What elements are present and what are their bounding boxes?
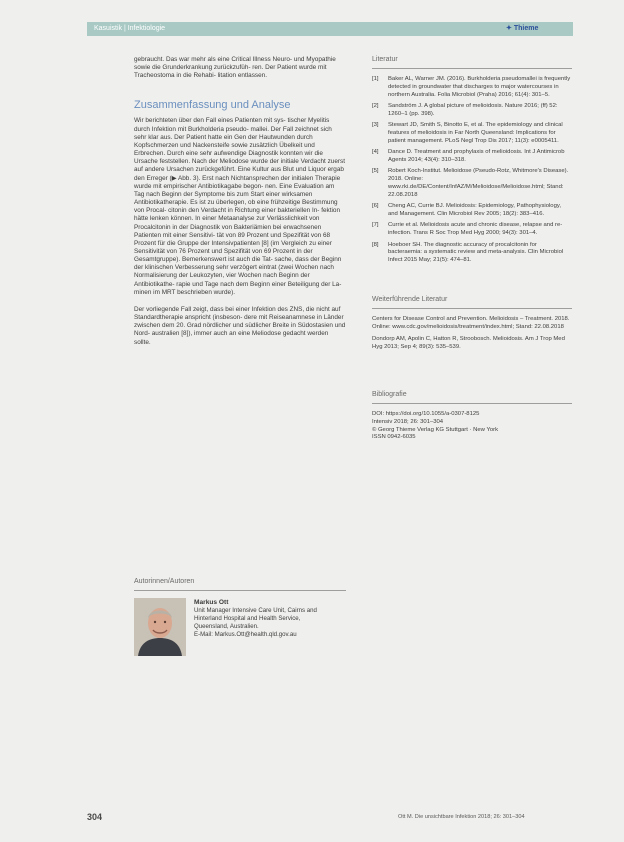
reference-number: [2] (372, 102, 379, 109)
reference-text: Cheng AC, Currie BJ. Melioidosis: Epidemiology, Pathophysiology, and Management. Clin Microbiol Rev 2005; 18(2): 383–416. (388, 203, 561, 217)
reference-text: Hoeboer SH. The diagnostic accuracy of procalcitonin for bacteraemia: a systematic review and meta-analysis. Clin Microbiol Infect 2015 May; 21(5): 474–81. (388, 241, 564, 264)
author-block (134, 577, 346, 656)
reference-item (372, 242, 572, 265)
journal-citation: Ott M. Die unsichtbare Infektion 2018; 26: 301–304 (398, 814, 525, 820)
reference-number: [6] (372, 203, 379, 210)
reference-item (372, 149, 572, 165)
portrait-icon (134, 598, 186, 656)
page-number: 304 (87, 812, 103, 822)
reference-text: Dance D. Treatment and prophylaxis of melioidosis. Int J Antimicrob Agents 2014; 43(4): 310–318. (388, 149, 565, 163)
author-heading: Autorinnen/Autoren (134, 578, 195, 585)
further-literature-item[interactable]: Centers for Disease Control and Prevention. Melioidosis – Treatment. 2018. Online: www.cdc.gov/melioidosis/treatment/index.html; Stand: 22.08.2018 (372, 315, 570, 330)
section-heading: Zusammenfassung und Analyse (134, 99, 291, 112)
reference-text: Baker AL, Warner JM. (2016). Burkholderia pseudomallei is frequently detected in groundwater that discharges to major watercourses in northern Australia. Folia Microbiol (Praha) 2016; 61(4): 301–5. (388, 76, 571, 98)
author-info (194, 598, 346, 656)
publisher-mark-icon: ✦ (506, 25, 512, 32)
reference-number: [7] (372, 222, 379, 229)
author-row (134, 598, 346, 656)
publisher-name: Thieme (513, 25, 539, 32)
body-paragraph-1: Wir berichteten über den Fall eines Patienten mit sys- tischer Myelitis durch Infektion mit Burkholderia pseudo- mallei. Der Fall zeichnet sich sehr klar aus. Der Patient hatte ein Gen der Hautwunden durch Kopfschmerzen und Nackensteife sowie zusätzlich Übelkeit und Erbrechen. Durch eine sehr aufwendige Diagnostik konnten wir die Ursache feststellen. Nach der Meliodose wurde der initiale Verdacht zuerst auf andere Ursachen zurückgeführt. Eine Kultur aus Blut und Liquor ergab den Erreger (▶ Abb. 3). Erst nach Nichtansprechen der initialen Therapie wurde mit empirischer Antibiotikagabe begon- nen. Eine Evaluation am Tag nach Beginn der Symptome bis zum Start einer wirksamen Antibiotikatherapie. Es ist zu überlegen, ob eine frühzeitige Bestimmung von Procal- citonin den Verdacht in Richtung einer bakteriellen In- fektion hätte lenken können. In einer Metaanalyse zur Verlässlichkeit von Procalcitonin in der Diagnostik von Bakteriämien bei erwachsenen Patienten mit einer Sensitivi- tät von 89 Prozent und Spezifität von 68 Prozent für die Gruppe der Intensivpatienten [8] (im Vergleich zu einer Sensitivität von 76 Prozent und Spezifität von 69 Prozent in der Gesamtgruppe). Bemerkenswert ist auch die Tat- sache, dass der Beginn der klinischen Verbesserung sehr verzögert eintrat (zwei Wochen nach Normalisierung der Leukozyten, vier Wochen nach Beginn der Antibiotikathe- rapie und Tage nach dem Beginn einer Beteiligung der La- minen im MRT beschrieben wurde). (134, 117, 345, 296)
intro-paragraph: gebraucht. Das war mehr als eine Critical Illness Neuro- und Myopathie sowie die Grunderkrankung zurückzufüh- ren. Der Patient wurde mit Tracheostoma in die Rehabi- litation entlassen. (134, 56, 336, 80)
bibliography-divider (372, 403, 572, 404)
reference-item (372, 168, 572, 199)
references-heading: Literatur (372, 56, 398, 63)
author-divider (134, 590, 346, 591)
publisher-logo (506, 23, 538, 34)
reference-text: Sandström J. A global picture of melioidosis. Nature 2016; (ff) 52: 1260–1 (pp. 398). (388, 102, 558, 117)
reference-number: [8] (372, 241, 379, 248)
author-line: Hinterland Hospital and Health Service, (194, 615, 301, 622)
section-label: Kasuistik | Infektiologie (94, 25, 166, 32)
main-column (134, 56, 346, 347)
bibliography-line: Intensiv 2018; 26: 301–304 (372, 418, 444, 425)
body-paragraph-2: Der vorliegende Fall zeigt, dass bei einer Infektion des ZNS, die nicht auf Standardtherapie anspricht (insbeson- dere mit Reiseanamnese in Länder zwischen dem 20. Grad nördlicher und südlicher Breite in Südostasien und Nord- australien [8]), immer auch an eine Meliodose gedacht werden sollte. (134, 305, 346, 346)
author-name: Markus Ott (194, 599, 229, 606)
doi-link[interactable]: DOI: https://doi.org/10.1055/a-0307-8125 (372, 411, 480, 418)
reference-list (372, 76, 572, 265)
reference-number: [3] (372, 122, 379, 129)
author-line: Unit Manager Intensive Care Unit, Cairns and (194, 607, 317, 614)
further-literature-divider (372, 308, 572, 309)
author-photo (134, 598, 186, 656)
reference-number: [1] (372, 76, 379, 82)
reference-text: Stewart JD, Smith S, Binotto E, et al. The epidemiology and clinical features of melioidosis in Far North Queensland: Implications for patient management. PLoS Negl Trop Dis 2017; 11(3): e0005411. (388, 122, 563, 144)
bibliography-line: ISSN 0942-6035 (372, 434, 416, 441)
side-column (372, 55, 572, 442)
reference-number: [4] (372, 149, 379, 156)
reference-item (372, 203, 572, 219)
author-line: Queensland, Australien. (194, 623, 259, 630)
bibliography-heading: Bibliografie (372, 391, 407, 399)
reference-text[interactable]: Robert Koch-Institut. Melioidose (Pseudo-Rotz, Whitmore's Disease). 2018. Online: www.rki.de/DE/Content/InfAZ/M/Melioidose/Melioidose.html; Stand: 22.08.2018 (388, 168, 569, 198)
further-literature-heading: Weiterführende Literatur (372, 295, 448, 303)
author-email[interactable]: E-Mail: Markus.Ott@health.qld.gov.au (194, 631, 297, 638)
reference-number: [5] (372, 168, 379, 175)
reference-item (372, 76, 572, 99)
reference-item (372, 222, 572, 238)
reference-item (372, 103, 572, 119)
reference-item (372, 122, 572, 145)
further-literature-item: Dondorp AM, Apolin C, Hatton R, Stroobosch. Melioidosis. Am J Trop Med Hyg 2013; Sep 4; 89(3): 535–539. (372, 336, 565, 351)
reference-text: Currie et al. Melioidosis acute and chronic disease, relapse and re-infection. Trans R Soc Trop Med Hyg 2000; 94(3): 301–4. (388, 222, 563, 237)
bibliography-line: © Georg Thieme Verlag KG Stuttgart · New York (372, 426, 499, 433)
references-divider (372, 68, 572, 69)
